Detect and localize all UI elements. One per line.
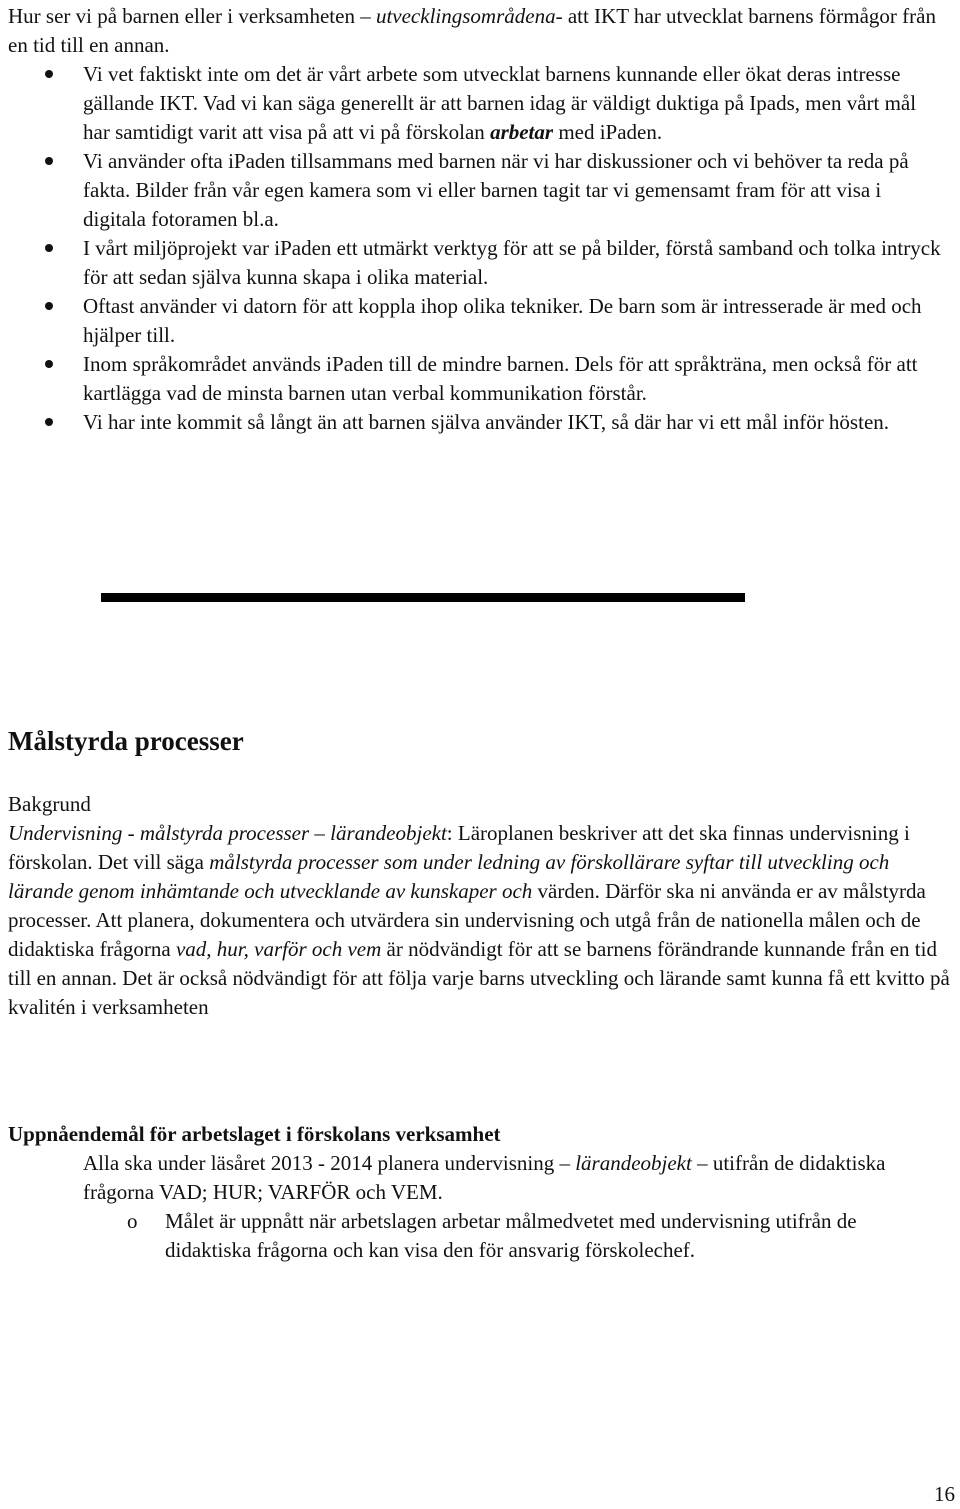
intro-paragraph	[8, 2, 953, 60]
bullet-text: Vi har inte kommit så långt än att barnen själva använder IKT, så där har vi ett mål inför hösten.	[83, 410, 890, 434]
intro-text-1: Hur ser vi på barnen eller i verksamheten –	[8, 4, 376, 28]
goal-italic: lärandeobjekt	[575, 1151, 692, 1175]
bullet-text: Vi använder ofta iPaden tillsammans med barnen när vi har diskussioner och vi behöver ta reda på fakta. Bilder från vår egen kamera som vi eller barnen tagit tar vi gemensamt fram för att visa i digitala fotoramen bl.a.	[83, 149, 909, 231]
intro-italic: utvecklingsområdena	[375, 4, 556, 28]
list-item	[0, 60, 960, 147]
bullet-text: Vi vet faktiskt inte om det är vårt arbete som utvecklat barnens kunnande eller ökat deras intresse gällande IKT. Vad vi kan säga generellt är att barnen idag är väldigt duktiga på Ipads, men vårt mål har samtidigt varit att visa på att vi på förskolan	[83, 62, 917, 144]
paragraph-italic: vad, hur, varför och vem	[175, 937, 382, 961]
bullet-icon	[45, 302, 53, 310]
goal-text: – utifrån de didaktiska frågorna VAD; HUR; VARFÖR och VEM.	[83, 1151, 886, 1204]
goal-sub-item	[127, 1207, 945, 1265]
bullet-text: med iPaden.	[553, 120, 663, 144]
bullet-icon	[45, 244, 53, 252]
intro-text-2: - att IKT har utvecklat barnens förmågor från en tid till en annan.	[8, 4, 936, 57]
horizontal-rule	[101, 593, 745, 602]
bullet-text: Oftast använder vi datorn för att koppla ihop olika tekniker. De barn som är intresserade är med och hjälper till.	[83, 294, 922, 347]
circle-bullet-icon: o	[127, 1209, 138, 1233]
goal-heading: Uppnåendemål för arbetslaget i förskolans verksamhet	[8, 1122, 501, 1146]
bullet-icon	[45, 70, 53, 78]
bullet-icon	[45, 418, 53, 426]
bullet-icon	[45, 360, 53, 368]
bullet-icon	[45, 157, 53, 165]
bullet-list	[0, 60, 960, 437]
section-heading: Målstyrda processer	[8, 726, 244, 756]
background-paragraph	[8, 819, 953, 1022]
goal-sub-text: Målet är uppnått när arbetslagen arbetar målmedvetet med undervisning utifrån de didaktiska frågorna och kan visa den för ansvarig förskolechef.	[165, 1209, 857, 1262]
bullet-text: Inom språkområdet används iPaden till de mindre barnen. Dels för att språkträna, men också för att kartlägga vad de minsta barnen utan verbal kommunikation förstår.	[83, 352, 918, 405]
list-item	[0, 234, 960, 292]
page-number: 16	[934, 1482, 955, 1506]
paragraph-italic: Undervisning - målstyrda processer – lärandeobjekt	[8, 821, 447, 845]
section-sublabel: Bakgrund	[8, 792, 91, 816]
paragraph-text: är nödvändigt för att se barnens förändrande kunnande från en tid till en annan. Det är också nödvändigt för att följa varje barns utveckling och lärande samt kunna få ett kvitto på kvalitén i verksamheten	[8, 937, 950, 1019]
list-item	[0, 408, 960, 437]
list-item	[0, 147, 960, 234]
paragraph-italic: målstyrda processer som under ledning av förskollärare syftar till utveckling och lärande genom inhämtande och utvecklande av kunskaper och	[8, 850, 890, 903]
list-item	[0, 292, 960, 350]
goal-paragraph	[83, 1149, 953, 1207]
list-item	[0, 350, 960, 408]
bullet-text: I vårt miljöprojekt var iPaden ett utmärkt verktyg för att se på bilder, förstå samband och tolka intryck för att sedan själva kunna skapa i olika material.	[83, 236, 941, 289]
goal-text: Alla ska under läsåret 2013 - 2014 planera undervisning –	[83, 1151, 576, 1175]
bullet-emphasis: arbetar	[490, 120, 554, 144]
paragraph-text: värden. Därför ska ni använda er av målstyrda processer. Att planera, dokumentera och utvärdera sin undervisning och utgå från de nationella målen och de didaktiska frågorna	[8, 879, 926, 961]
paragraph-text: : Läroplanen beskriver att det ska finnas undervisning i förskolan. Det vill säga	[8, 821, 910, 874]
